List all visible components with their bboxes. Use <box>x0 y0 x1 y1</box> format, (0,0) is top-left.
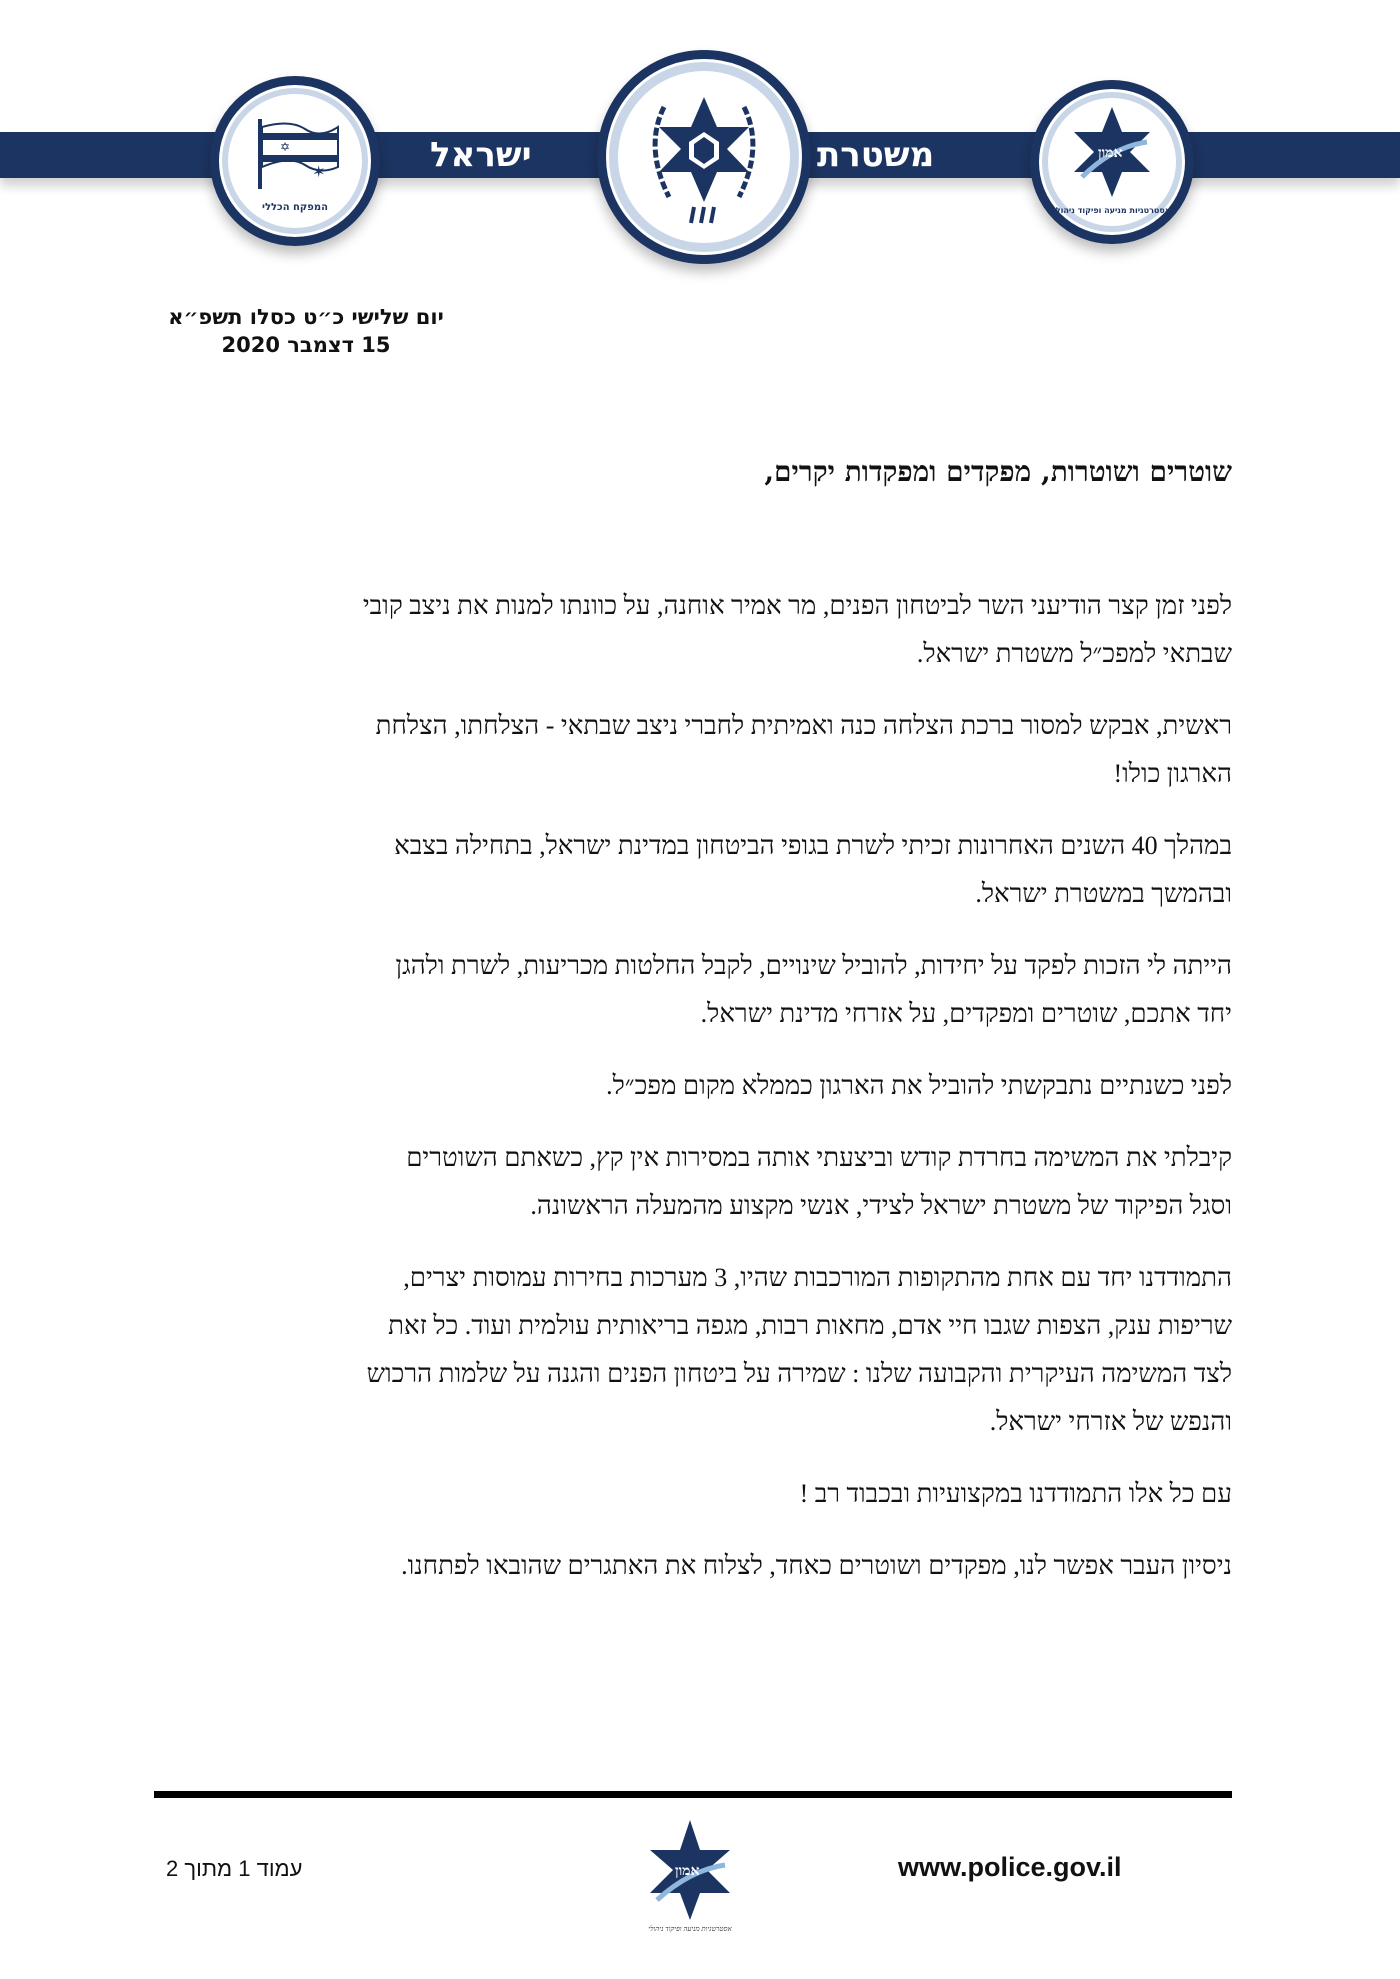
header-title-israel: ישראל <box>430 135 532 175</box>
paragraph-line: הארגון כולו! <box>1113 759 1232 788</box>
paragraph-line: ראשית, אבקש למסור ברכת הצלחה כנה ואמיתית לחברי ניצב שבתאי - הצלחתו, הצלחת <box>375 711 1232 740</box>
svg-text:אמון: אמון <box>1098 146 1123 161</box>
paragraph-line: הייתה לי הזכות לפקד על יחידות, להוביל שינויים, לקבל החלטות מכריעות, לשרת ולהגן <box>395 951 1232 980</box>
page-indicator: עמוד 1 מתוך 2 <box>166 1856 303 1881</box>
amun-unit-emblem <box>1030 80 1194 244</box>
paragraph-line: התמודדנו יחד עם אחת מהתקופות המורכבות שהיו, 3 מערכות בחירות עמוסות יצרים, <box>403 1263 1232 1292</box>
gregorian-date: 15 דצמבר 2020 <box>221 333 391 357</box>
right-emblem-label: אסטרטגיות מניעה ופיקוד ניהולי <box>1053 206 1171 215</box>
paragraph <box>147 1542 1232 1590</box>
paragraph <box>147 1470 1232 1518</box>
paragraph-line: יחד אתכם, שוטרים ומפקדים, על אזרחי מדינת ישראל. <box>700 999 1232 1028</box>
paragraph-line: לצד המשימה העיקרית והקבועה שלנו : שמירה על ביטחון הפנים והגנה על שלמות הרכוש <box>366 1359 1232 1388</box>
inspector-general-emblem <box>210 76 380 246</box>
website-link[interactable]: www.police.gov.il <box>898 1852 1122 1882</box>
left-emblem-label: המפקח הכללי <box>262 202 328 213</box>
paragraph <box>147 822 1232 918</box>
paragraph-line: עם כל אלו התמודדנו במקצועיות ובכבוד רב ! <box>799 1479 1232 1508</box>
hebrew-date: יום שלישי כ״ט כסלו תשפ״א <box>168 305 444 329</box>
paragraph <box>147 1134 1232 1230</box>
paragraph-line: ניסיון העבר אפשר לנו, מפקדים ושוטרים כאחד, לצלוח את האתגרים שהובאו לפתחנו. <box>401 1551 1232 1580</box>
svg-text:✶: ✶ <box>312 164 326 181</box>
amun-footer-logo-icon <box>645 1815 735 1935</box>
letter-body <box>147 582 1232 1614</box>
paragraph <box>147 582 1232 678</box>
svg-text:✡: ✡ <box>280 140 291 154</box>
paragraph <box>147 702 1232 798</box>
footer-divider <box>154 1791 1232 1798</box>
date-block <box>151 303 461 359</box>
salutation: שוטרים ושוטרות, מפקדים ומפקדות יקרים, <box>764 455 1232 488</box>
paragraph-line: לפני זמן קצר הודיעני השר לביטחון הפנים, מר אמיר אוחנה, על כוונתו למנות את ניצב קובי <box>362 591 1232 620</box>
paragraph-line: ובהמשך במשטרת ישראל. <box>975 879 1232 908</box>
paragraph-line: שבתאי למפכ״ל משטרת ישראל. <box>916 639 1232 668</box>
svg-text:אמון: אמון <box>675 1864 700 1879</box>
police-emblem <box>597 50 811 264</box>
paragraph <box>147 942 1232 1038</box>
paragraph-line: קיבלתי את המשימה בחרדת קודש וביצעתי אותה במסירות אין קץ, כשאתם השוטרים <box>406 1143 1232 1172</box>
paragraph-line: וסגל הפיקוד של משטרת ישראל לצידי, אנשי מקצוע מהמעלה הראשונה. <box>530 1191 1232 1220</box>
paragraph-line: שריפות ענק, הצפות שגבו חיי אדם, מחאות רבות, מגפה בריאותית עולמית ועוד. כל זאת <box>388 1311 1232 1340</box>
header-title-police: משטרת <box>817 135 935 175</box>
paragraph-line: לפני כשנתיים נתבקשתי להוביל את הארגון כממלא מקום מפכ״ל. <box>606 1071 1232 1100</box>
paragraph <box>147 1062 1232 1110</box>
paragraph-line: במהלך 40 השנים האחרונות זכיתי לשרת בגופי הביטחון במדינת ישראל, בתחילה בצבא <box>394 831 1232 860</box>
paragraph <box>147 1254 1232 1446</box>
footer-logo-caption: אסטרטגיות מניעה ופיקוד ניהולי <box>648 1925 732 1933</box>
paragraph-line: והנפש של אזרחי ישראל. <box>989 1407 1232 1436</box>
